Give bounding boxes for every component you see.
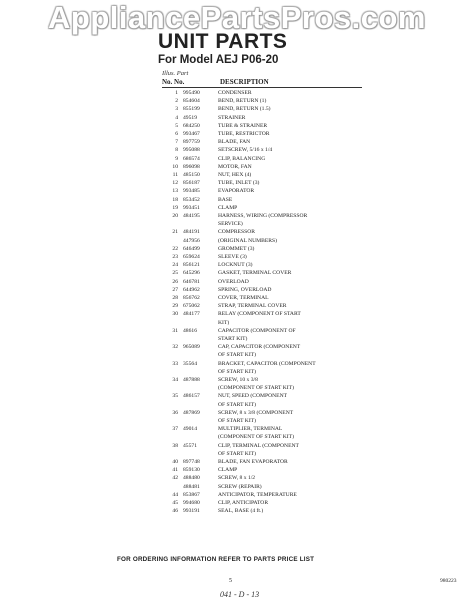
list-item [0, 361, 474, 369]
part-description: SEAL, BASE (4 ft.) [218, 508, 264, 515]
part-description: OF START KIT) [218, 418, 256, 424]
part-number: 855199 [183, 106, 200, 113]
part-description: OVERLOAD [218, 278, 249, 285]
item-number: 7 [175, 139, 178, 146]
list-item [0, 262, 474, 270]
part-number: 484195 [183, 213, 200, 219]
list-item [0, 434, 474, 442]
item-number: 23 [172, 254, 178, 260]
part-description: SCREW, 10 x 3/8 [218, 377, 258, 383]
part-description: BLADE, FAN EVAPORATOR [218, 459, 288, 465]
item-number: 41 [172, 467, 178, 474]
part-description: (COMPONENT OF START KIT) [218, 385, 294, 392]
item-number: 22 [172, 245, 178, 252]
item-number: 42 [172, 475, 178, 482]
part-number: 645296 [183, 270, 200, 277]
part-number: 49014 [183, 426, 197, 433]
part-number: 897759 [183, 139, 200, 146]
list-item [0, 418, 474, 426]
list-item [0, 311, 474, 319]
list-item [0, 197, 474, 205]
item-number: 46 [172, 508, 178, 515]
part-description: HARNESS, WIRING (COMPRESSOR [218, 213, 308, 219]
item-number: 40 [172, 459, 178, 465]
list-item [0, 320, 474, 328]
part-description: CLIP, ANTICIPATOR [218, 500, 269, 506]
item-number: 3 [175, 106, 178, 113]
part-description: SERVICE) [218, 221, 243, 228]
part-number: 859130 [183, 467, 200, 474]
item-number: 24 [172, 262, 178, 269]
item-number: 38 [172, 442, 178, 449]
list-item [0, 279, 474, 287]
part-number: 995088 [183, 147, 200, 154]
part-number: 856187 [183, 180, 200, 187]
item-number: 2 [175, 98, 178, 105]
list-item [0, 393, 474, 401]
list-item [0, 188, 474, 196]
part-description: SCREW, 8 x 1/2 [218, 475, 256, 482]
part-number: 675062 [183, 303, 200, 310]
list-item [0, 402, 474, 410]
item-number: 11 [172, 172, 178, 178]
part-number: 486157 [183, 393, 200, 400]
part-description: KIT) [218, 319, 230, 326]
part-number: 856762 [183, 295, 200, 301]
item-number: 13 [172, 188, 178, 195]
list-item [0, 426, 474, 434]
part-description: CLIP, BALANCING [218, 155, 266, 162]
part-number: 854604 [183, 98, 200, 105]
list-item [0, 451, 474, 459]
part-number: 488481 [183, 483, 200, 490]
part-description: GASKET, TERMINAL COVER [218, 270, 292, 277]
list-item [0, 336, 474, 344]
list-item [0, 467, 474, 475]
part-description: COMPRESSOR [218, 229, 255, 236]
part-number: 45571 [183, 442, 197, 449]
part-description: LOCKNUT (3) [218, 262, 253, 269]
item-number: 34 [172, 377, 178, 383]
page-number: 5 [229, 578, 232, 584]
item-number: 30 [172, 311, 178, 318]
item-number: 12 [172, 180, 178, 187]
list-item [0, 295, 474, 303]
part-number: 49519 [183, 114, 197, 121]
part-description: ANTICIPATOR, TEMPERATURE [218, 491, 297, 498]
part-description: (COMPONENT OF START KIT) [218, 434, 294, 441]
list-item [0, 106, 474, 114]
part-number: 48616 [183, 327, 197, 334]
handwritten-note: 041 - D - 13 [220, 590, 260, 599]
part-description: NUT, HEX (4) [218, 172, 252, 178]
part-description: CONDENSER [218, 90, 252, 96]
part-description: NUT, SPEED (COMPONENT [218, 393, 288, 400]
list-item [0, 123, 474, 131]
part-description: SPRING, OVERLOAD [218, 286, 272, 293]
list-item [0, 139, 474, 147]
list-item [0, 385, 474, 393]
item-number: 32 [172, 344, 178, 351]
part-description: MULTIPLIER, TERMINAL [218, 426, 283, 433]
list-item [0, 147, 474, 155]
part-number: 447956 [183, 237, 200, 244]
item-number: 20 [172, 213, 178, 219]
list-item [0, 180, 474, 188]
part-number: 485150 [183, 172, 200, 178]
part-description: STRAINER [218, 114, 246, 121]
list-item [0, 328, 474, 336]
part-description: (ORIGINAL NUMBERS) [218, 237, 277, 244]
item-number: 26 [172, 278, 178, 285]
part-description: STRAP, TERMINAL COVER [218, 303, 287, 310]
item-number: 27 [172, 286, 178, 293]
list-item [0, 205, 474, 213]
item-number: 9 [175, 155, 178, 162]
list-item [0, 475, 474, 483]
part-description: RELAY (COMPONENT OF START [218, 311, 301, 318]
list-item [0, 213, 474, 221]
list-item [0, 352, 474, 360]
item-number: 35 [172, 393, 178, 400]
list-item [0, 229, 474, 237]
item-number: 8 [175, 147, 178, 154]
description-column-header: DESCRIPTION [220, 78, 269, 86]
document-number: 980223 [440, 578, 457, 584]
part-description: TUBE, RESTRICTOR [218, 131, 270, 137]
part-number: 993485 [183, 188, 200, 195]
item-number: 28 [172, 295, 178, 301]
part-description: BEND, RETURN (1.5) [218, 106, 271, 113]
part-description: GROMMET (3) [218, 245, 255, 252]
part-description: CLAMP [218, 467, 238, 474]
item-number: 37 [172, 426, 178, 433]
list-item [0, 98, 474, 106]
part-number: 684250 [183, 122, 200, 129]
list-item [0, 164, 474, 172]
part-description: TUBE & STRAINER [218, 122, 268, 129]
list-item [0, 492, 474, 500]
list-item [0, 246, 474, 254]
list-item [0, 131, 474, 139]
part-description: SCREW (REPAIR) [218, 483, 262, 490]
part-number: 993191 [183, 508, 200, 515]
part-description: SETSCREW, 5/16 x 1/4 [218, 147, 273, 154]
part-number: 487869 [183, 409, 200, 416]
item-number: 10 [172, 163, 178, 170]
part-number: 686574 [183, 155, 200, 162]
illus-part-header: Illus. Part [162, 70, 189, 77]
list-item [0, 238, 474, 246]
part-number: 644962 [183, 286, 200, 293]
item-number: 44 [172, 491, 178, 498]
list-item [0, 303, 474, 311]
list-item [0, 344, 474, 352]
part-number: 995490 [183, 90, 200, 96]
part-description: CAP, CAPACITOR (COMPONENT [218, 344, 301, 351]
part-description: SLEEVE (3) [218, 254, 247, 260]
part-number: 965089 [183, 344, 200, 351]
part-number: 853452 [183, 196, 200, 203]
part-description: MOTOR, FAN [218, 163, 252, 170]
part-number: 993467 [183, 131, 200, 137]
part-description: BLADE, FAN [218, 139, 251, 146]
part-number: 993451 [183, 204, 200, 211]
list-item [0, 172, 474, 180]
item-number: 36 [172, 409, 178, 416]
part-description: BEND, RETURN (1) [218, 98, 267, 105]
list-item [0, 254, 474, 262]
part-number: 659624 [183, 254, 200, 260]
part-number: 35564 [183, 360, 197, 367]
model-subtitle: For Model AEJ P06-20 [158, 54, 279, 66]
item-number: 25 [172, 270, 178, 277]
list-item [0, 484, 474, 492]
header-divider [162, 87, 362, 88]
part-description: TUBE, INLET (3) [218, 180, 260, 187]
part-number: 646781 [183, 278, 200, 285]
item-number: 33 [172, 360, 178, 367]
list-item [0, 90, 474, 98]
item-number: 4 [175, 114, 178, 121]
item-number: 5 [175, 122, 178, 129]
list-item [0, 443, 474, 451]
no-column-header: No. No. [162, 78, 185, 86]
part-number: 484177 [183, 311, 200, 318]
list-item [0, 115, 474, 123]
item-number: 19 [172, 204, 178, 211]
item-number: 29 [172, 303, 178, 310]
part-number: 994680 [183, 500, 200, 506]
part-number: 487888 [183, 377, 200, 383]
part-description: OF START KIT) [218, 352, 256, 359]
part-number: 897748 [183, 459, 200, 465]
part-description: BRACKET, CAPACITOR (COMPONENT [218, 360, 316, 367]
part-description: CLIP, TERMINAL (COMPONENT [218, 442, 299, 449]
part-number: 488480 [183, 475, 200, 482]
list-item [0, 377, 474, 385]
part-description: CLAMP [218, 204, 238, 211]
part-description: COVER, TERMINAL [218, 295, 269, 301]
part-description: EVAPORATOR [218, 188, 255, 195]
part-description: OF START KIT) [218, 368, 256, 375]
item-number: 45 [172, 500, 178, 506]
list-item [0, 221, 474, 229]
ordering-footer: FOR ORDERING INFORMATION REFER TO PARTS PRICE LIST [117, 556, 315, 563]
item-number: 1 [175, 90, 178, 96]
page-title: UNIT PARTS [158, 30, 288, 53]
item-number: 31 [172, 327, 178, 334]
list-item [0, 369, 474, 377]
list-item [0, 500, 474, 508]
part-description: BASE [218, 196, 233, 203]
watermark-logo: AppliancePartsPros.com [48, 0, 426, 35]
part-number: 853867 [183, 491, 200, 498]
list-item [0, 508, 474, 516]
part-description: SCREW, 8 x 3/8 (COMPONENT [218, 409, 294, 416]
list-item [0, 459, 474, 467]
part-description: OF START KIT) [218, 450, 256, 457]
list-item [0, 270, 474, 278]
part-number: 896098 [183, 163, 200, 170]
item-number: 18 [172, 196, 178, 203]
part-description: START KIT) [218, 336, 248, 342]
part-number: 484191 [183, 229, 200, 236]
list-item [0, 410, 474, 418]
part-description: CAPACITOR (COMPONENT OF [218, 327, 296, 334]
part-description: OF START KIT) [218, 401, 256, 408]
item-number: 6 [175, 131, 178, 137]
list-item [0, 156, 474, 164]
part-number: 856121 [183, 262, 200, 269]
item-number: 21 [172, 229, 178, 236]
list-item [0, 287, 474, 295]
part-number: 646499 [183, 245, 200, 252]
